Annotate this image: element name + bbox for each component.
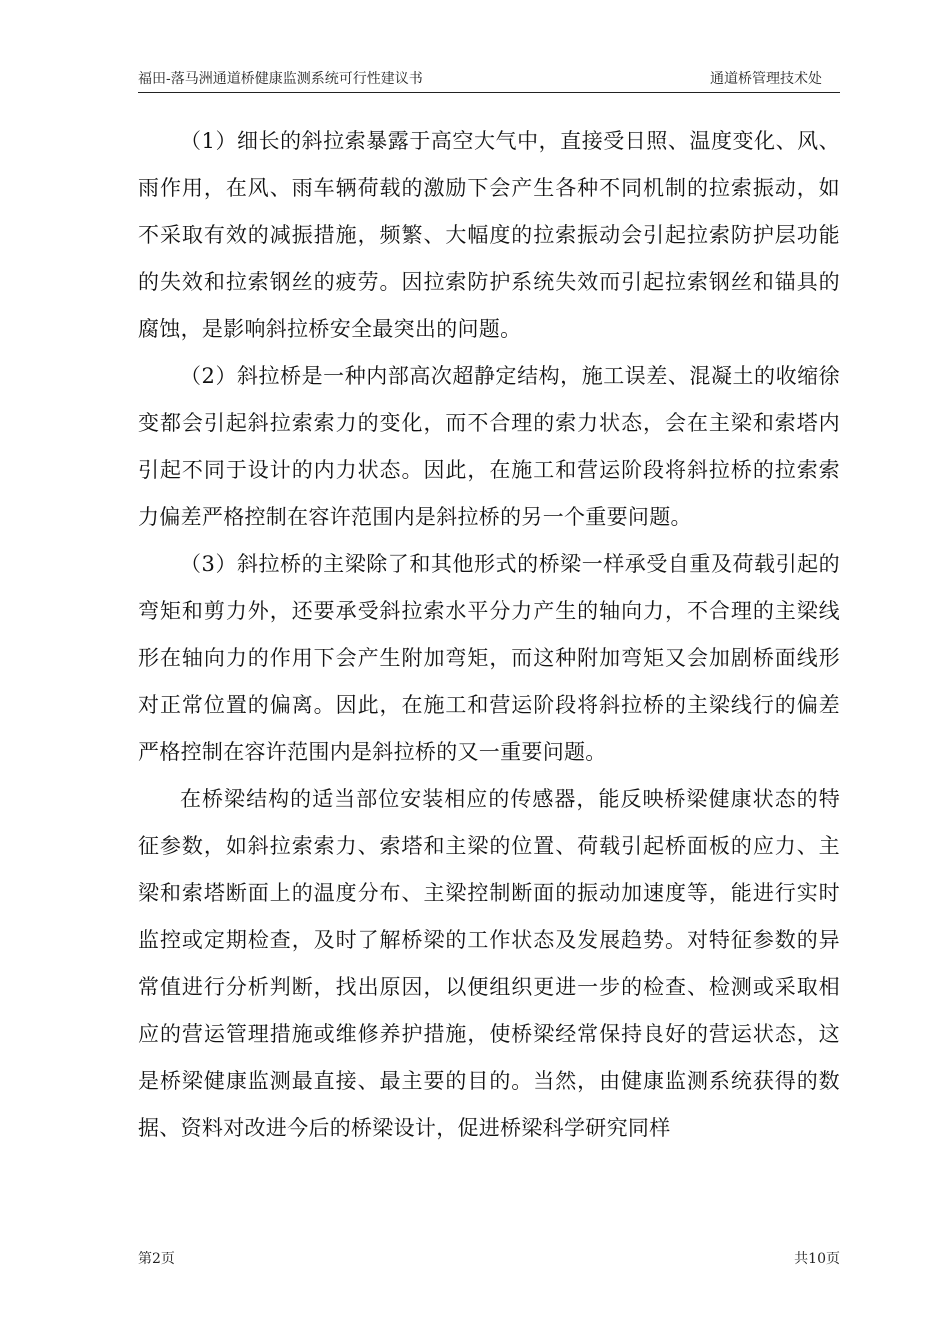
header-document-title: 福田-落马洲通道桥健康监测系统可行性建议书 (138, 71, 423, 87)
page-number: 第2页 (138, 1251, 175, 1267)
page-header (138, 70, 840, 93)
header-department: 通道桥管理技术处 (710, 71, 822, 87)
paragraph-1: （1）细长的斜拉索暴露于高空大气中，直接受日照、温度变化、风、雨作用，在风、雨车辆荷载的激励下会产生各种不同机制的拉索振动，如不采取有效的减振措施，频繁、大幅度的拉索振动会引起拉索防护层功能的失效和拉索钢丝的疲劳。因拉索防护系统失效而引起拉索钢丝和锚具的腐蚀，是影响斜拉桥安全最突出的问题。 (138, 129, 840, 341)
total-pages: 共10页 (794, 1251, 840, 1267)
paragraph-3: （3）斜拉桥的主梁除了和其他形式的桥梁一样承受自重及荷载引起的弯矩和剪力外，还要承受斜拉索水平分力产生的轴向力，不合理的主梁线形在轴向力的作用下会产生附加弯矩，而这种附加弯矩又会加剧桥面线形对正常位置的偏离。因此，在施工和营运阶段将斜拉桥的主梁线行的偏差严格控制在容许范围内是斜拉桥的又一重要问题。 (138, 552, 840, 764)
body-text (138, 118, 840, 1152)
paragraph-2: （2）斜拉桥是一种内部高次超静定结构，施工误差、混凝土的收缩徐变都会引起斜拉索索力的变化，而不合理的索力状态，会在主梁和索塔内引起不同于设计的内力状态。因此，在施工和营运阶段将斜拉桥的拉索索力偏差严格控制在容许范围内是斜拉桥的另一个重要问题。 (138, 364, 840, 529)
paragraph-4: 在桥梁结构的适当部位安装相应的传感器，能反映桥梁健康状态的特征参数，如斜拉索索力、索塔和主梁的位置、荷载引起桥面板的应力、主梁和索塔断面上的温度分布、主梁控制断面的振动加速度等，能进行实时监控或定期检查，及时了解桥梁的工作状态及发展趋势。对特征参数的异常值进行分析判断，找出原因，以便组织更进一步的检查、检测或采取相应的营运管理措施或维修养护措施，使桥梁经常保持良好的营运状态，这是桥梁健康监测最直接、最主要的目的。当然，由健康监测系统获得的数据、资料对改进今后的桥梁设计，促进桥梁科学研究同样 (138, 787, 840, 1140)
